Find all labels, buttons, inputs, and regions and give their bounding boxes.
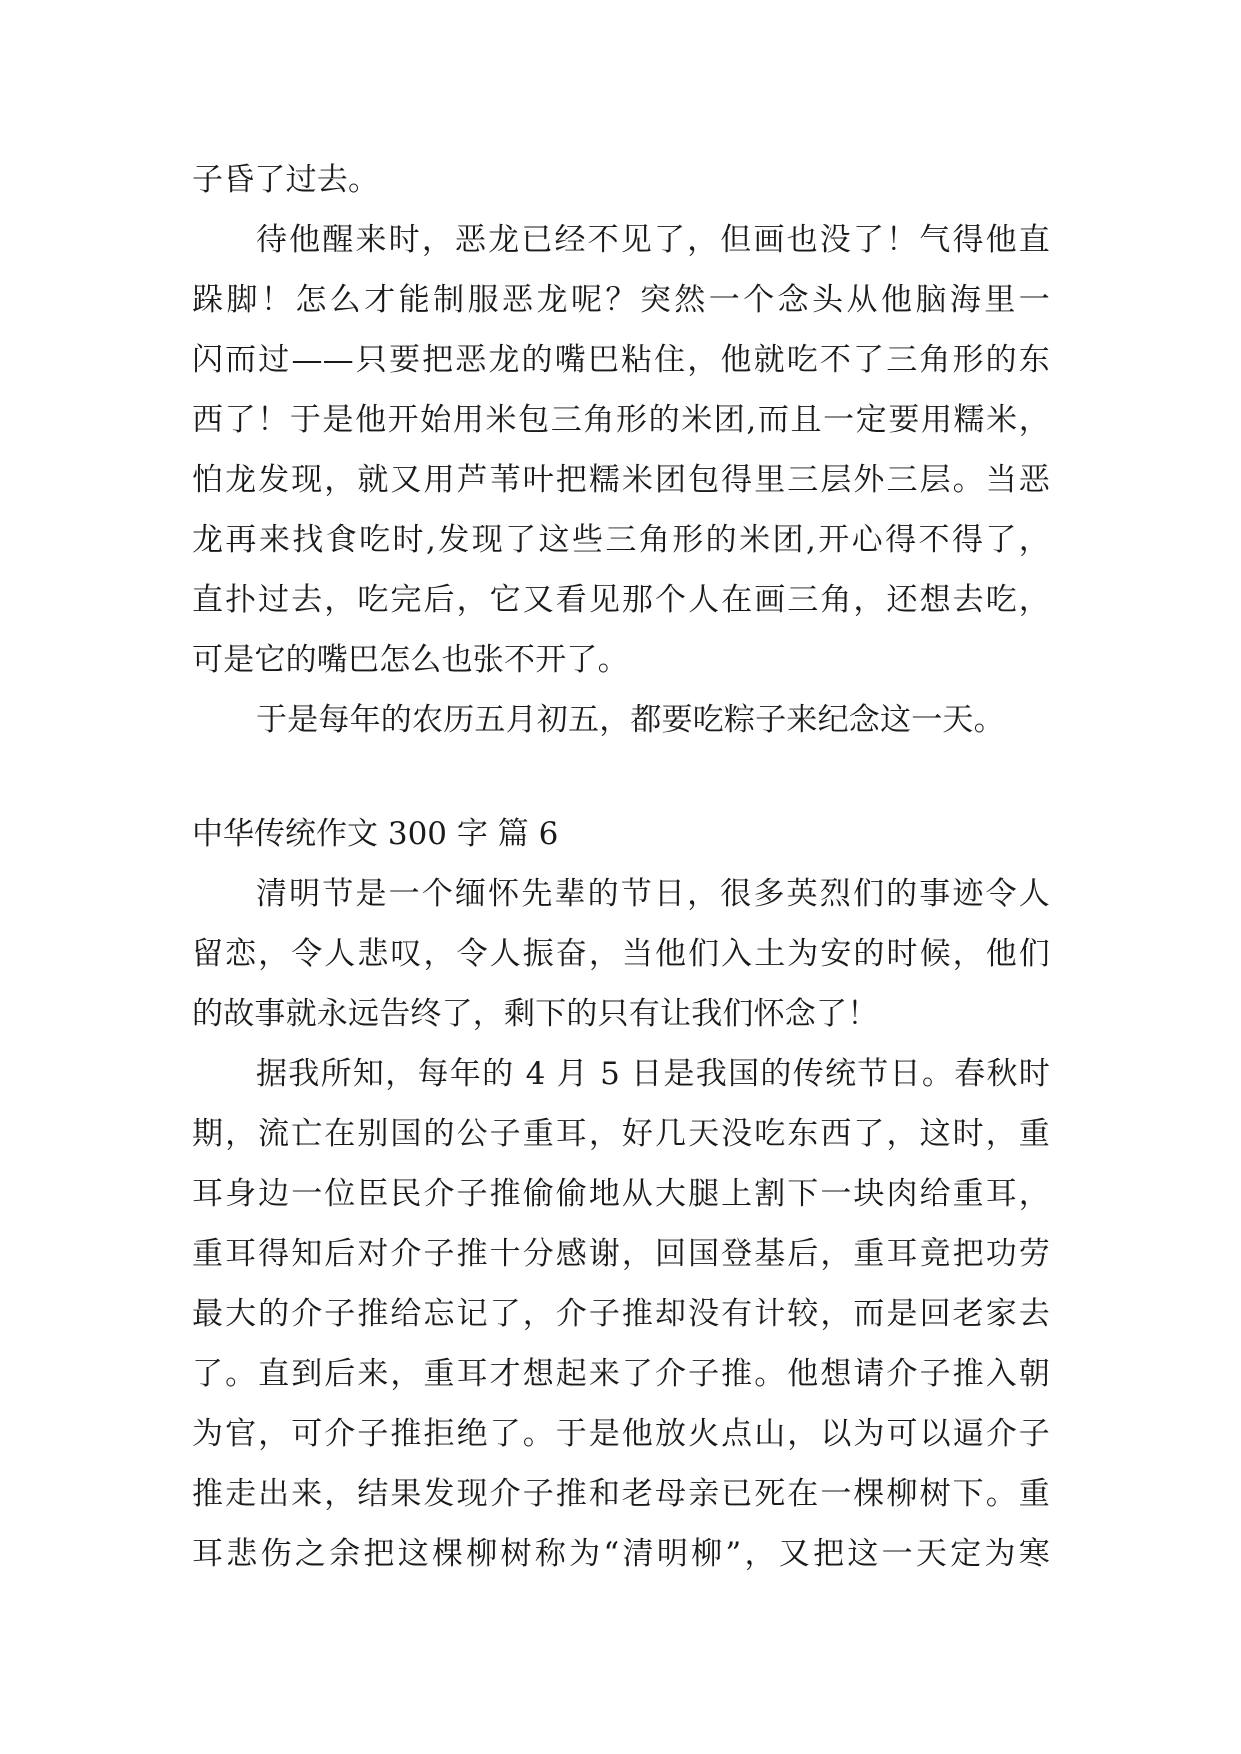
text-line: 耳悲伤之余把这棵柳树称为“清明柳”，又把这一天定为寒 <box>192 1536 1050 1572</box>
text-line: 直扑过去，吃完后，它又看见那个人在画三角，还想去吃， <box>192 582 1050 618</box>
text-line: 龙再来找食吃时,发现了这些三角形的米团,开心得不得了， <box>192 522 1050 558</box>
section-spacer <box>192 750 1050 804</box>
text-line: 耳身边一位臣民介子推偷偷地从大腿上割下一块肉给重耳， <box>192 1176 1050 1212</box>
text-line: 闪而过——只要把恶龙的嘴巴粘住，他就吃不了三角形的东 <box>192 342 1050 378</box>
text-line: 重耳得知后对介子推十分感谢，回国登基后，重耳竟把功劳 <box>192 1236 1050 1272</box>
text-line: 怕龙发现，就又用芦苇叶把糯米团包得里三层外三层。当恶 <box>192 462 1050 498</box>
paragraph-conclusion <box>192 690 1050 750</box>
text-line: 最大的介子推给忘记了，介子推却没有计较，而是回老家去 <box>192 1296 1050 1332</box>
text-line: 推走出来，结果发现介子推和老母亲已死在一棵柳树下。重 <box>192 1476 1050 1512</box>
paragraph-continued <box>192 150 1050 210</box>
text-line: 可是它的嘴巴怎么也张不开了。 <box>192 642 629 678</box>
text-line: 留恋，令人悲叹，令人振奋，当他们入土为安的时候，他们 <box>192 936 1050 972</box>
text-line: 清明节是一个缅怀先辈的节日，很多英烈们的事迹令人 <box>256 876 1050 912</box>
text-line: 于是每年的农历五月初五，都要吃粽子来纪念这一天。 <box>256 702 1005 738</box>
text-line: 据我所知，每年的 4 月 5 日是我国的传统节日。春秋时 <box>256 1056 1050 1092</box>
text-line: 跺脚！怎么才能制服恶龙呢？突然一个念头从他脑海里一 <box>192 282 1050 318</box>
text-line: 子昏了过去。 <box>192 162 380 198</box>
text-line: 为官，可介子推拒绝了。于是他放火点山，以为可以逼介子 <box>192 1416 1050 1452</box>
text-line: 西了！于是他开始用米包三角形的米团,而且一定要用糯米， <box>192 402 1050 438</box>
paragraph-qingming-story <box>192 1044 1050 1584</box>
paragraph-dragon <box>192 210 1050 690</box>
text-line: 期，流亡在别国的公子重耳，好几天没吃东西了，这时，重 <box>192 1116 1050 1152</box>
text-line: 的故事就永远告终了，剩下的只有让我们怀念了！ <box>192 996 879 1032</box>
section-heading: 中华传统作文 300 字 篇 6 <box>192 816 559 852</box>
text-line: 待他醒来时，恶龙已经不见了，但画也没了！气得他直 <box>256 222 1050 258</box>
text-line: 了。直到后来，重耳才想起来了介子推。他想请介子推入朝 <box>192 1356 1050 1392</box>
paragraph-qingming-intro <box>192 864 1050 1044</box>
document-page <box>192 150 1050 1584</box>
